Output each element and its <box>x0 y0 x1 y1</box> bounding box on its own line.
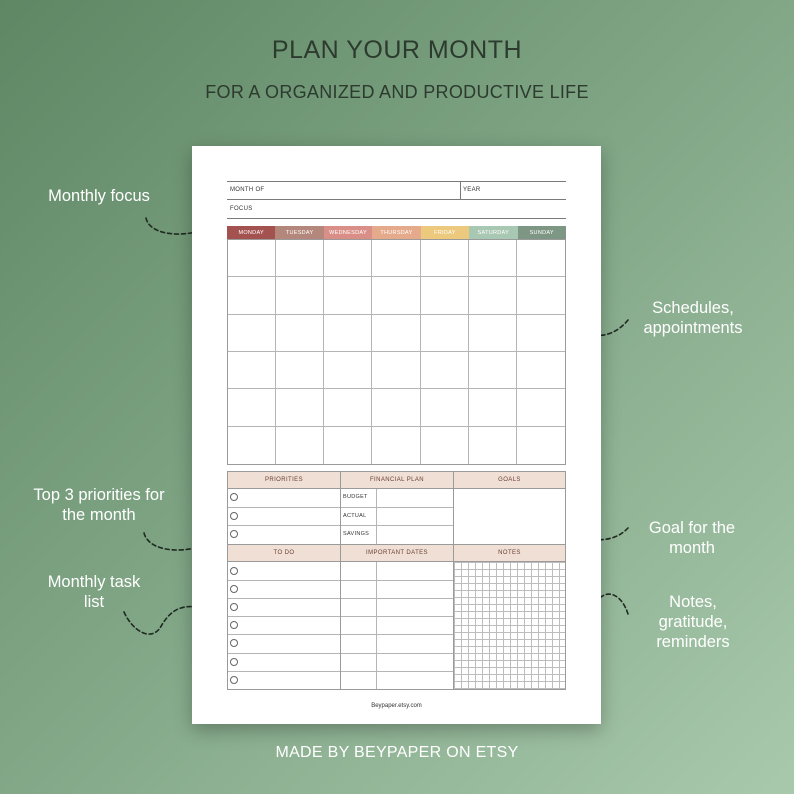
calendar-cell[interactable] <box>372 389 420 426</box>
priority-row-line <box>228 525 340 526</box>
month-line-bottom <box>227 199 566 200</box>
calendar-cell[interactable] <box>324 427 372 464</box>
priorities-header: PRIORITIES <box>228 472 340 489</box>
calendar-cell[interactable] <box>324 240 372 277</box>
financial-plan-header: FINANCIAL PLAN <box>341 472 453 489</box>
important-dates-row-line <box>341 653 453 654</box>
calendar-cell[interactable] <box>228 389 276 426</box>
weekday-friday: FRIDAY <box>421 226 469 239</box>
calendar-cell[interactable] <box>517 315 565 352</box>
annotation-task-list: Monthly task list <box>47 573 141 611</box>
weekday-tuesday: TUESDAY <box>275 226 323 239</box>
todo-row-line <box>228 653 340 654</box>
goals-header: GOALS <box>454 472 565 489</box>
annotation-schedules: Schedules, appointments <box>643 299 743 337</box>
calendar-cell[interactable] <box>372 352 420 389</box>
calendar-cell[interactable] <box>469 427 517 464</box>
brand-footer: Beypaper.etsy.com <box>371 703 422 709</box>
calendar-cell[interactable] <box>276 352 324 389</box>
footer-credit: MADE BY BEYPAPER ON ETSY <box>275 744 519 761</box>
important-dates-header: IMPORTANT DATES <box>341 545 453 562</box>
calendar-cell[interactable] <box>517 240 565 277</box>
calendar-cell[interactable] <box>469 240 517 277</box>
calendar-cell[interactable] <box>276 277 324 314</box>
weekday-wednesday: WEDNESDAY <box>324 226 372 239</box>
annotation-priorities: Top 3 priorities for the month <box>33 486 165 524</box>
notes-header: NOTES <box>454 545 565 562</box>
month-of-label: MONTH OF <box>230 187 265 193</box>
weekday-monday: MONDAY <box>227 226 275 239</box>
calendar-cell[interactable] <box>324 277 372 314</box>
calendar-cell[interactable] <box>228 352 276 389</box>
calendar-cell[interactable] <box>469 389 517 426</box>
financial-divider <box>376 489 377 544</box>
calendar-cell[interactable] <box>421 352 469 389</box>
financial-row-budget: BUDGET <box>343 494 368 500</box>
calendar-cell[interactable] <box>324 352 372 389</box>
todo-row-line <box>228 671 340 672</box>
calendar-cell[interactable] <box>276 315 324 352</box>
calendar-cell[interactable] <box>324 315 372 352</box>
priority-checkbox-1[interactable] <box>230 493 238 501</box>
calendar-cell[interactable] <box>276 240 324 277</box>
calendar-cell[interactable] <box>517 427 565 464</box>
todo-row-line <box>228 580 340 581</box>
financial-row-line <box>341 507 453 508</box>
todo-row-line <box>228 634 340 635</box>
important-dates-row-line <box>341 580 453 581</box>
page-title: PLAN YOUR MONTH <box>271 36 523 64</box>
calendar-cell[interactable] <box>517 277 565 314</box>
calendar-cell[interactable] <box>372 427 420 464</box>
annotation-notes: Notes, gratitude, reminders <box>656 593 730 651</box>
calendar-cell[interactable] <box>372 240 420 277</box>
page-subtitle: FOR A ORGANIZED AND PRODUCTIVE LIFE <box>205 82 589 102</box>
month-line-top <box>227 181 566 182</box>
calendar-cell[interactable] <box>228 277 276 314</box>
year-divider <box>460 181 461 199</box>
calendar-cell[interactable] <box>469 277 517 314</box>
weekday-sunday: SUNDAY <box>518 226 566 239</box>
todo-checkbox[interactable] <box>230 676 238 684</box>
weekday-header <box>227 226 566 239</box>
calendar-cell[interactable] <box>421 427 469 464</box>
important-dates-row-line <box>341 671 453 672</box>
calendar-cell[interactable] <box>421 315 469 352</box>
calendar-grid <box>227 239 566 465</box>
financial-row-savings: SAVINGS <box>343 531 370 537</box>
focus-line <box>227 218 566 219</box>
financial-row-line <box>341 525 453 526</box>
notes-grid <box>454 562 565 689</box>
priority-checkbox-2[interactable] <box>230 512 238 520</box>
financial-row-actual: ACTUAL <box>343 513 367 519</box>
annotation-goal: Goal for the month <box>648 519 736 557</box>
weekday-saturday: SATURDAY <box>469 226 517 239</box>
todo-header: TO DO <box>228 545 340 562</box>
focus-label: FOCUS <box>230 206 253 212</box>
calendar-cell[interactable] <box>228 315 276 352</box>
calendar-cell[interactable] <box>228 427 276 464</box>
calendar-cell[interactable] <box>228 240 276 277</box>
calendar-cell[interactable] <box>372 315 420 352</box>
calendar-cell[interactable] <box>324 389 372 426</box>
todo-row-line <box>228 598 340 599</box>
year-label: YEAR <box>463 187 481 193</box>
important-dates-row-line <box>341 598 453 599</box>
calendar-cell[interactable] <box>421 277 469 314</box>
calendar-cell[interactable] <box>421 240 469 277</box>
annotation-monthly-focus: Monthly focus <box>48 187 150 205</box>
todo-checkbox[interactable] <box>230 567 238 575</box>
important-dates-divider <box>376 562 377 689</box>
calendar-cell[interactable] <box>469 352 517 389</box>
weekday-thursday: THURSDAY <box>372 226 420 239</box>
priority-row-line <box>228 507 340 508</box>
important-dates-row-line <box>341 634 453 635</box>
planner-page <box>192 146 601 724</box>
calendar-cell[interactable] <box>276 427 324 464</box>
calendar-cell[interactable] <box>421 389 469 426</box>
calendar-cell[interactable] <box>469 315 517 352</box>
calendar-cell[interactable] <box>372 277 420 314</box>
important-dates-row-line <box>341 616 453 617</box>
todo-checkbox[interactable] <box>230 658 238 666</box>
priority-checkbox-3[interactable] <box>230 530 238 538</box>
calendar-cell[interactable] <box>517 389 565 426</box>
calendar-cell[interactable] <box>517 352 565 389</box>
todo-row-line <box>228 616 340 617</box>
calendar-cell[interactable] <box>276 389 324 426</box>
